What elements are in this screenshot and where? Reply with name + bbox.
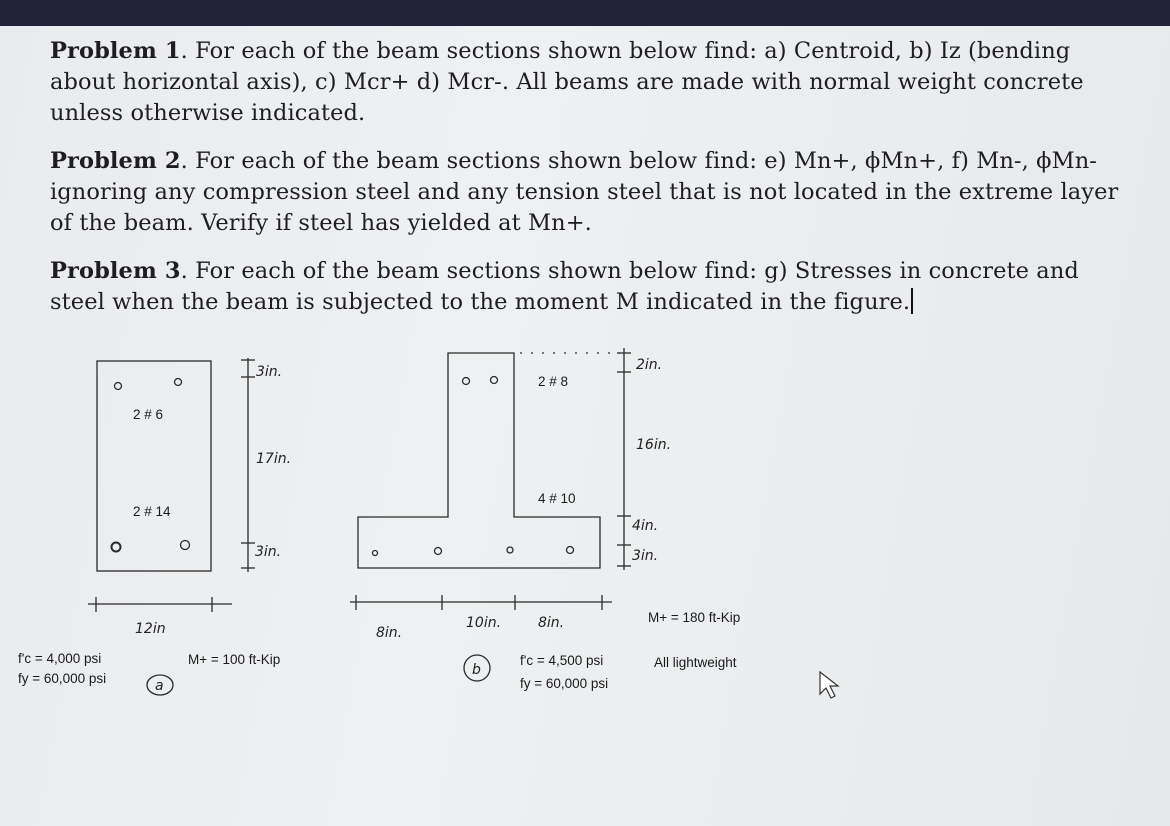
rebar-b-bottom-4	[567, 547, 574, 554]
label-a-top-steel: 2 # 6	[133, 407, 164, 422]
label-b-moment: M+ = 180 ft-Kip	[648, 610, 741, 625]
label-b-dim-flange: 4in.	[632, 518, 659, 534]
rebar-b-bottom-2	[435, 548, 442, 555]
tag-b-letter: b	[472, 662, 481, 678]
label-b-dim-center: 10in.	[466, 615, 502, 631]
problem-3-heading: Problem 3	[50, 258, 181, 284]
mouse-pointer-icon	[820, 672, 838, 698]
label-a-fc: f'c = 4,000 psi	[18, 651, 102, 666]
beam-a-outline	[97, 361, 211, 571]
rebar-b-bottom-1	[373, 551, 378, 556]
rebar-a-top-right	[175, 379, 182, 386]
label-b-dim-web: 16in.	[636, 437, 672, 453]
rebar-b-bottom-3	[507, 547, 513, 553]
label-a-moment: M+ = 100 ft-Kip	[188, 652, 281, 667]
rebar-b-top-right	[491, 377, 498, 384]
label-b-dim-left: 8in.	[376, 625, 403, 641]
label-a-dim-mid: 17in.	[256, 451, 292, 467]
label-a-width: 12in	[135, 621, 166, 637]
label-b-note: All lightweight	[654, 655, 737, 670]
rebar-b-top-left	[463, 378, 470, 385]
label-a-bottom-steel: 2 # 14	[133, 504, 171, 519]
label-b-dim-top: 2in.	[636, 357, 663, 373]
label-b-dim-bottom: 3in.	[632, 548, 659, 564]
tag-a-letter: a	[155, 678, 164, 694]
rebar-a-bottom-left	[112, 543, 121, 552]
problem-2-text: . For each of the beam sections shown below find: e) Mn+, ϕMn+, f) Mn-, ϕMn- ignoring any compression steel and any tension steel that is not located in the extreme layer of the beam. Verify if steel has yielded at Mn+.	[50, 148, 1119, 236]
label-a-fy: fy = 60,000 psi	[18, 671, 107, 686]
problem-1-text: . For each of the beam sections shown below find: a) Centroid, b) Iz (bending about horizontal axis), c) Mcr+ d) Mcr-. All beams are made with normal weight concrete unless otherwise indicated.	[50, 38, 1084, 126]
rebar-a-bottom-right	[181, 541, 190, 550]
label-a-dim-bottom: 3in.	[255, 544, 282, 560]
label-b-fy: fy = 60,000 psi	[520, 676, 609, 691]
problem-1-heading: Problem 1	[50, 38, 181, 64]
label-b-fc: f'c = 4,500 psi	[520, 653, 604, 668]
rebar-a-top-left	[115, 383, 122, 390]
label-b-bottom-steel: 4 # 10	[538, 491, 576, 506]
figure-a	[88, 358, 255, 695]
label-b-top-steel: 2 # 8	[538, 374, 569, 389]
problem-3-text: . For each of the beam sections shown below find: g) Stresses in concrete and steel when the beam is subjected to the moment M indicated in the figure.	[50, 258, 1079, 315]
label-b-dim-right: 8in.	[538, 615, 565, 631]
problem-2-heading: Problem 2	[50, 148, 181, 174]
label-a-dim-top: 3in.	[256, 364, 283, 380]
